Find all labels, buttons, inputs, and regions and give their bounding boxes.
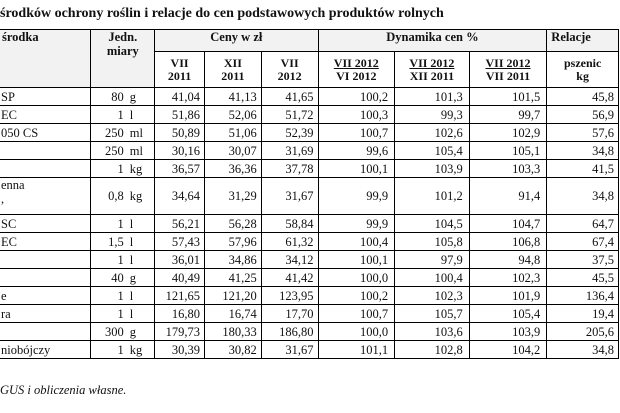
price-cell: 121,20: [204, 287, 261, 305]
table-row: [0, 305, 619, 323]
product-name-cell: [0, 160, 91, 178]
quantity-cell: 250: [91, 142, 127, 160]
relation-cell: 37,5: [547, 251, 619, 269]
unit-cell: l: [127, 106, 155, 124]
product-name-cell: EC: [0, 233, 91, 251]
unit-cell: kg: [127, 178, 155, 215]
dynamics-cell: 101,3: [395, 88, 470, 106]
dynamics-cell: 97,9: [395, 251, 470, 269]
relation-cell: 41,5: [547, 160, 619, 178]
relation-cell: 34,8: [547, 142, 619, 160]
price-cell: 180,33: [204, 323, 261, 341]
relation-cell: 136,4: [547, 287, 619, 305]
price-cell: 186,80: [261, 323, 318, 341]
dynamics-cell: 99,9: [318, 178, 395, 215]
relation-cell: 34,8: [547, 178, 619, 215]
price-cell: 34,86: [204, 251, 261, 269]
unit-cell: ml: [127, 142, 155, 160]
price-cell: 36,01: [155, 251, 205, 269]
price-cell: 51,86: [155, 106, 205, 124]
dynamics-cell: 101,5: [469, 88, 547, 106]
table-row: [0, 269, 619, 287]
header-dynamics: Dynamika cen %: [318, 30, 547, 52]
dynamics-cell: 100,2: [318, 287, 395, 305]
dynamics-cell: 100,7: [318, 124, 395, 142]
price-cell: 36,57: [155, 160, 205, 178]
price-cell: 121,65: [155, 287, 205, 305]
table-row: [0, 124, 619, 142]
product-name-cell: [0, 269, 91, 287]
quantity-cell: 1: [91, 251, 127, 269]
price-cell: 58,84: [261, 215, 318, 233]
dynamics-cell: 104,5: [395, 215, 470, 233]
quantity-cell: 40: [91, 269, 127, 287]
quantity-cell: 300: [91, 323, 127, 341]
price-cell: 57,96: [204, 233, 261, 251]
header-unit-line1: Jedn.: [108, 30, 138, 44]
dynamics-cell: 99,7: [469, 106, 547, 124]
dynamics-cell: 106,8: [469, 233, 547, 251]
subheader-relation: pszenic kg: [547, 52, 619, 88]
price-cell: 41,13: [204, 88, 261, 106]
dynamics-cell: 99,9: [318, 215, 395, 233]
product-name-cell: EC: [0, 106, 91, 124]
price-cell: 40,49: [155, 269, 205, 287]
table-title: środków ochrony roślin i relacje do cen podstawowych produktów rolnych: [0, 6, 444, 21]
dynamics-cell: 100,0: [318, 269, 395, 287]
dynamics-cell: 105,4: [395, 142, 470, 160]
unit-cell: g: [127, 323, 155, 341]
unit-cell: l: [127, 305, 155, 323]
price-cell: 34,64: [155, 178, 205, 215]
dynamics-cell: 105,1: [469, 142, 547, 160]
quantity-cell: 1: [91, 106, 127, 124]
table-row: [0, 106, 619, 124]
table-row: [0, 142, 619, 160]
dynamics-cell: 100,1: [318, 251, 395, 269]
unit-cell: l: [127, 215, 155, 233]
relation-cell: 45,5: [547, 269, 619, 287]
price-cell: 30,16: [155, 142, 205, 160]
price-cell: 41,04: [155, 88, 205, 106]
header-name: środka: [0, 30, 91, 88]
product-name-cell: [0, 142, 91, 160]
unit-cell: l: [127, 233, 155, 251]
price-cell: 57,43: [155, 233, 205, 251]
price-cell: 37,78: [261, 160, 318, 178]
dynamics-cell: 102,6: [395, 124, 470, 142]
table-row: [0, 88, 619, 106]
price-cell: 41,65: [261, 88, 318, 106]
dynamics-cell: 105,7: [395, 305, 470, 323]
header-unit-line2: miary: [106, 44, 139, 58]
unit-cell: l: [127, 251, 155, 269]
price-cell: 31,67: [261, 178, 318, 215]
dynamics-cell: 102,3: [469, 269, 547, 287]
price-cell: 56,28: [204, 215, 261, 233]
dynamics-cell: 101,1: [318, 341, 395, 359]
product-name-cell: e: [0, 287, 91, 305]
unit-cell: g: [127, 88, 155, 106]
quantity-cell: 1: [91, 287, 127, 305]
header-relation: Relacje: [547, 30, 619, 52]
price-cell: 179,73: [155, 323, 205, 341]
product-name-cell: SC: [0, 215, 91, 233]
table-row: [0, 323, 619, 341]
dynamics-cell: 102,3: [395, 287, 470, 305]
dynamics-cell: 99,3: [395, 106, 470, 124]
header-unit: [91, 30, 155, 88]
relation-cell: 205,6: [547, 323, 619, 341]
product-name-cell: niobójczy: [0, 341, 91, 359]
price-cell: 31,29: [204, 178, 261, 215]
relation-cell: 19,4: [547, 305, 619, 323]
dynamics-cell: 100,1: [318, 160, 395, 178]
price-cell: 36,36: [204, 160, 261, 178]
dynamics-cell: 91,4: [469, 178, 547, 215]
quantity-cell: 0,8: [91, 178, 127, 215]
unit-cell: l: [127, 287, 155, 305]
price-cell: 31,69: [261, 142, 318, 160]
quantity-cell: 1: [91, 305, 127, 323]
price-cell: 50,89: [155, 124, 205, 142]
price-table: [0, 29, 619, 359]
dynamics-cell: 100,3: [318, 106, 395, 124]
subheader-price: VII 2012: [261, 52, 318, 88]
dynamics-cell: 103,3: [469, 160, 547, 178]
subheader-dynamics: VII 2012 VII 2011: [469, 52, 547, 88]
dynamics-cell: 102,8: [395, 341, 470, 359]
price-cell: 52,06: [204, 106, 261, 124]
subheader-price: XII 2011: [204, 52, 261, 88]
price-cell: 123,95: [261, 287, 318, 305]
dynamics-cell: 100,4: [318, 233, 395, 251]
price-cell: 30,39: [155, 341, 205, 359]
quantity-cell: 1: [91, 215, 127, 233]
price-cell: 41,25: [204, 269, 261, 287]
price-cell: 31,67: [261, 341, 318, 359]
dynamics-cell: 100,4: [395, 269, 470, 287]
relation-cell: 67,4: [547, 233, 619, 251]
unit-cell: g: [127, 269, 155, 287]
product-name-cell: enna ,: [0, 178, 91, 215]
product-name-cell: SP: [0, 88, 91, 106]
price-cell: 51,06: [204, 124, 261, 142]
dynamics-cell: 103,6: [395, 323, 470, 341]
price-cell: 17,70: [261, 305, 318, 323]
header-prices: Ceny w zł: [155, 30, 318, 52]
table-row: [0, 160, 619, 178]
dynamics-cell: 101,9: [469, 287, 547, 305]
price-cell: 30,07: [204, 142, 261, 160]
source-note: GUS i obliczenia własne.: [0, 383, 127, 397]
unit-cell: kg: [127, 160, 155, 178]
price-cell: 56,21: [155, 215, 205, 233]
table-row: [0, 341, 619, 359]
dynamics-cell: 100,0: [318, 323, 395, 341]
dynamics-cell: 104,2: [469, 341, 547, 359]
price-cell: 52,39: [261, 124, 318, 142]
table-row: [0, 233, 619, 251]
subheader-dynamics: VII 2012 VI 2012: [318, 52, 395, 88]
price-cell: 61,32: [261, 233, 318, 251]
price-cell: 30,82: [204, 341, 261, 359]
product-name-cell: [0, 323, 91, 341]
subheader-dynamics: VII 2012 XII 2011: [395, 52, 470, 88]
table-row: [0, 251, 619, 269]
relation-cell: 45,8: [547, 88, 619, 106]
quantity-cell: 80: [91, 88, 127, 106]
product-name-cell: 050 CS: [0, 124, 91, 142]
dynamics-cell: 103,9: [395, 160, 470, 178]
price-cell: 34,12: [261, 251, 318, 269]
unit-cell: ml: [127, 124, 155, 142]
quantity-cell: 250: [91, 124, 127, 142]
price-cell: 41,42: [261, 269, 318, 287]
relation-cell: 56,9: [547, 106, 619, 124]
dynamics-cell: 105,8: [395, 233, 470, 251]
unit-cell: kg: [127, 341, 155, 359]
quantity-cell: 1: [91, 341, 127, 359]
quantity-cell: 1: [91, 160, 127, 178]
dynamics-cell: 100,2: [318, 88, 395, 106]
dynamics-cell: 101,2: [395, 178, 470, 215]
quantity-cell: 1,5: [91, 233, 127, 251]
dynamics-cell: 104,7: [469, 215, 547, 233]
dynamics-cell: 102,9: [469, 124, 547, 142]
price-cell: 16,80: [155, 305, 205, 323]
dynamics-cell: 100,7: [318, 305, 395, 323]
product-name-cell: [0, 251, 91, 269]
table-row: [0, 287, 619, 305]
dynamics-cell: 94,8: [469, 251, 547, 269]
dynamics-cell: 105,4: [469, 305, 547, 323]
product-name-cell: ra: [0, 305, 91, 323]
dynamics-cell: 99,6: [318, 142, 395, 160]
price-cell: 51,72: [261, 106, 318, 124]
table-row: [0, 215, 619, 233]
table-row: [0, 178, 619, 215]
subheader-price: VII 2011: [155, 52, 205, 88]
relation-cell: 57,6: [547, 124, 619, 142]
relation-cell: 34,8: [547, 341, 619, 359]
dynamics-cell: 103,9: [469, 323, 547, 341]
relation-cell: 64,7: [547, 215, 619, 233]
price-cell: 16,74: [204, 305, 261, 323]
